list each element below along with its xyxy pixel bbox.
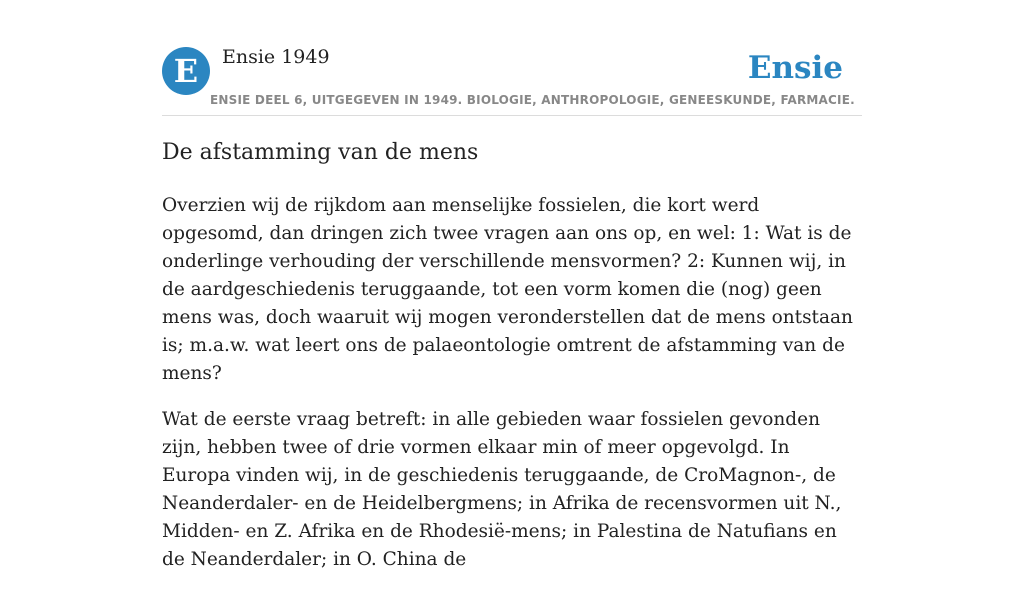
site-header	[162, 44, 862, 116]
brand-logo[interactable]: Ensie	[747, 50, 843, 86]
article-paragraph: Overzien wij de rijkdom aan menselijke fossielen, die kort werd opgesomd, dan dringen zich twee vragen aan ons op, en wel: 1: Wat is de onderlinge verhouding der verschillende mensvormen? 2: Kunnen wij, in de aardgeschiedenis teruggaande, tot een vorm komen die (nog) geen mens was, doch waaruit wij mogen veronderstellen dat de mens ontstaan is; m.a.w. wat leert ons de palaeontologie omtrent de afstamming van de mens?	[162, 195, 853, 384]
ensie-logo-icon[interactable]: E	[162, 47, 210, 95]
article-body	[162, 192, 862, 592]
article-title: De afstamming van de mens	[162, 140, 479, 165]
site-title[interactable]: Ensie 1949	[222, 46, 330, 68]
edition-subtitle: ENSIE DEEL 6, UITGEGEVEN IN 1949. BIOLOGIE, ANTHROPOLOGIE, GENEESKUNDE, FARMACIE.	[210, 93, 855, 107]
article-paragraph: Wat de eerste vraag betreft: in alle gebieden waar fossielen gevonden zijn, hebben twee of drie vormen elkaar min of meer opgevolgd. In Europa vinden wij, in de geschiedenis teruggaande, de CroMagnon-, de Neanderdaler- en de Heidelbergmens; in Afrika de recensvormen uit N., Midden- en Z. Afrika en de Rhodesië-mens; in Palestina de Natufians en de Neanderdaler; in O. China de	[162, 409, 842, 570]
